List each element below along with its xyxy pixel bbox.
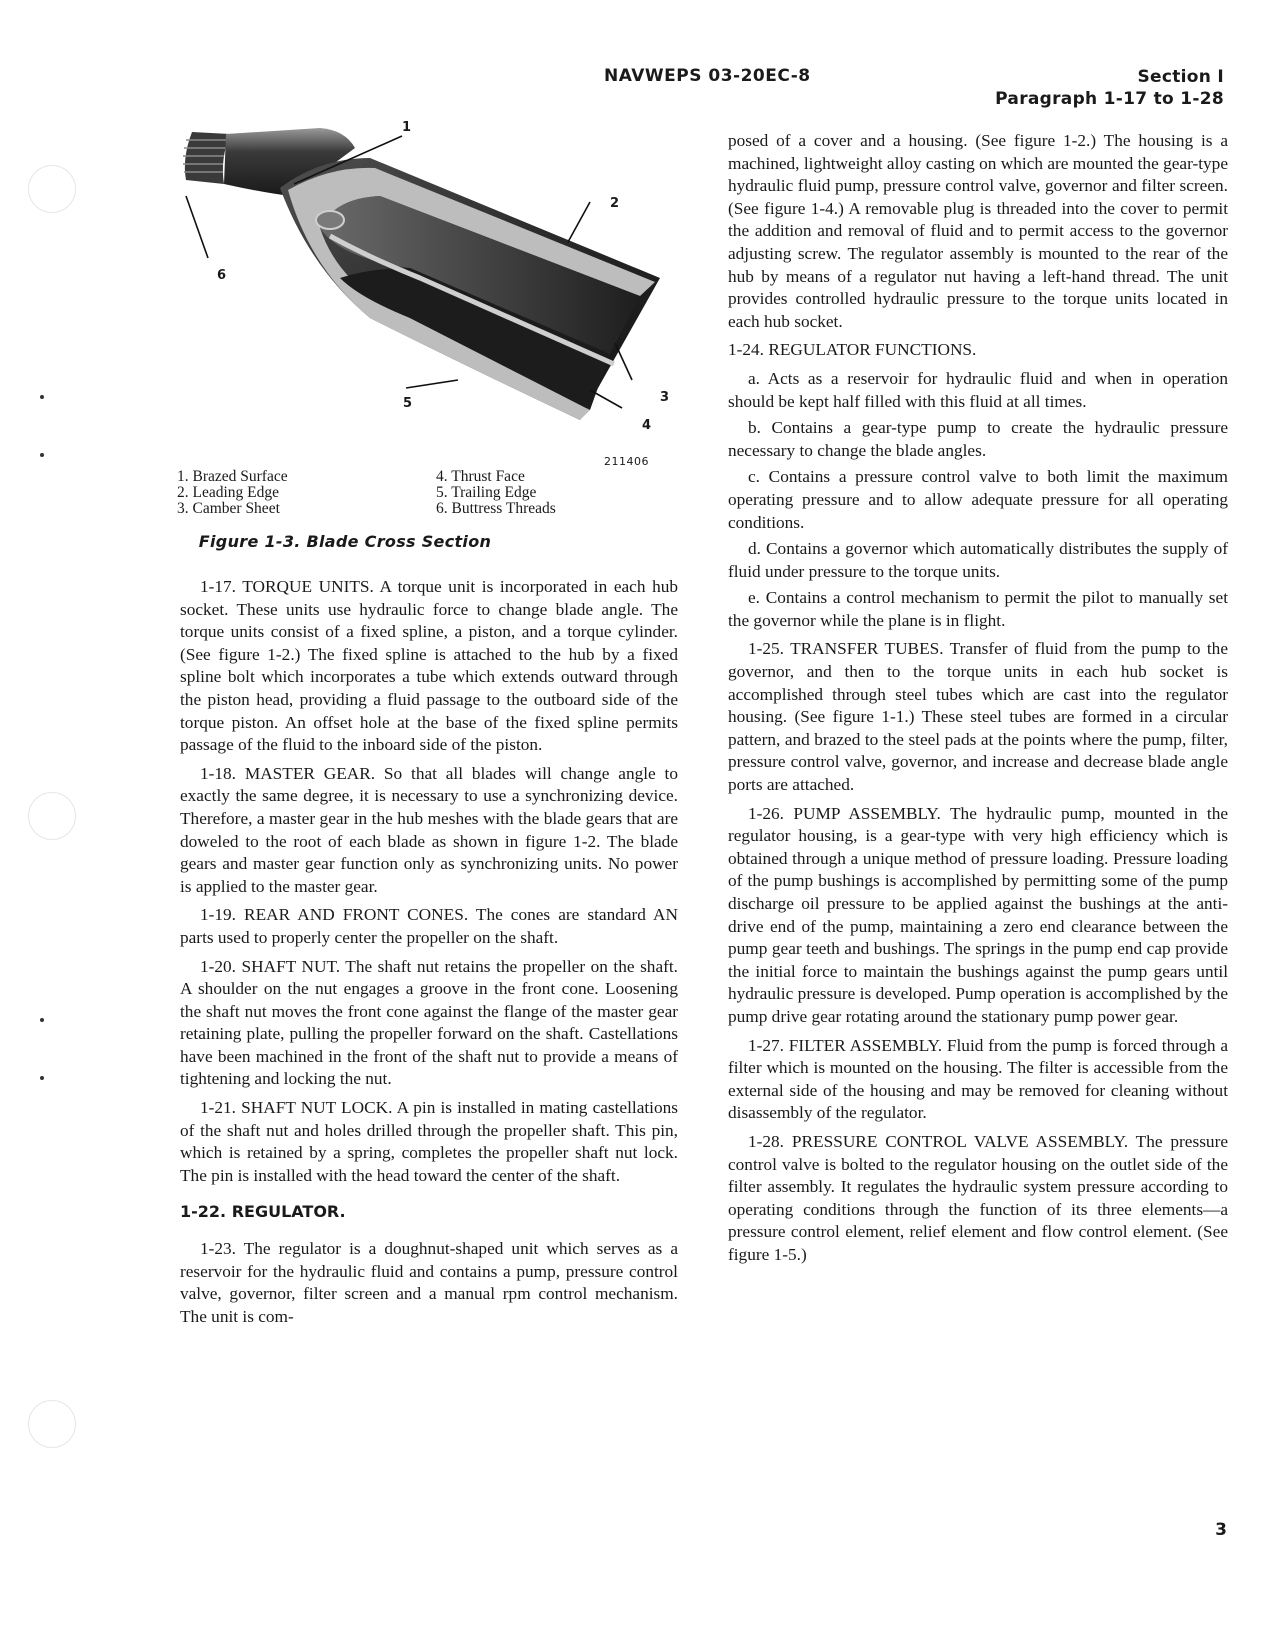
section-header: [995, 66, 1224, 110]
function-item-c: c. Contains a pressure control valve to both limit the maximum operating pressure and to allow adequate pressure for all operating conditions.: [728, 467, 1228, 532]
function-item-d: d. Contains a governor which automatically distributes the supply of fluid under pressure to the torque units.: [728, 539, 1228, 581]
left-column: [180, 576, 678, 1334]
callout-3: 3: [660, 390, 670, 405]
page-number: 3: [1215, 1520, 1227, 1540]
legend-item: 3. Camber Sheet: [177, 500, 280, 517]
paragraph-1-17: 1-17. TORQUE UNITS. A torque unit is incorporated in each hub socket. These units use hydraulic force to change blade angle. The torque units consist of a fixed spline, a piston, and a torque cylinder. (See figure 1-2.) The fixed spline is attached to the hub by a fixed spline bolt which incorporates a tube which extends outward through the piston head, providing a fluid passage to the outboard side of the torque piston. An offset hole at the base of the fixed spline permits passage of the fluid to the inboard side of the piston.: [180, 577, 678, 755]
paragraph-1-25: 1-25. TRANSFER TUBES. Transfer of fluid from the pump to the governor, and then to the torque units in each hub socket is accomplished through steel tubes which are cast into the regulator housing. (See figure 1-1.) These steel tubes are formed in a circular pattern, and brazed to the steel pads at the points where the pump, filter, pressure control valve, governor, and increase and decrease blade angle ports are attached.: [728, 639, 1228, 795]
paragraph-1-23: 1-23. The regulator is a doughnut-shaped unit which serves as a reservoir for the hydraulic fluid and contains a pump, pressure control valve, governor, filter screen and a manual rpm control mechanism. The unit is com-: [180, 1239, 678, 1326]
callout-4: 4: [642, 418, 652, 433]
callout-2: 2: [610, 196, 620, 211]
paragraph-1-26: 1-26. PUMP ASSEMBLY. The hydraulic pump, mounted in the regulator housing, is a gear-type with very high efficiency which is obtained through a unique method of pressure loading. Pressure loading of the pump bushings is accomplished by permitting some of the pump discharge oil pressure to be applied against the bushings at the anti-drive end of the pump, maintaining a zero end clearance between the pump gear teeth and bushings. The springs in the pump end cap provide the initial force to maintain the bushings against the pump gears until hydraulic pressure is developed. Pump operation is accomplished by the pump drive gear rotating around the stationary pump power gear.: [728, 803, 1228, 1026]
callout-5: 5: [403, 396, 413, 411]
paragraph-range: Paragraph 1-17 to 1-28: [995, 89, 1224, 109]
function-item-e: e. Contains a control mechanism to permit the pilot to manually set the governor while the plane is in flight.: [728, 588, 1228, 630]
paragraph-1-27: 1-27. FILTER ASSEMBLY. Fluid from the pump is forced through a filter which is mounted on the housing. The filter is accessible from the external side of the housing and may be removed for cleaning without disassembly of the regulator.: [728, 1035, 1228, 1123]
paragraph-1-21: 1-21. SHAFT NUT LOCK. A pin is installed in mating castellations of the shaft nut and holes drilled through the propeller shaft. This pin, which is retained by a spring, completes the propeller shaft nut lock. The pin is installed with the head toward the center of the shaft.: [180, 1098, 678, 1185]
punch-mark: [40, 1076, 44, 1080]
callout-6: 6: [217, 268, 227, 283]
figure-image-id: 211406: [604, 455, 649, 468]
heading-1-24: 1-24. REGULATOR FUNCTIONS.: [728, 340, 977, 360]
figure-legend-right: [436, 469, 556, 517]
right-column: [728, 130, 1228, 1273]
punch-mark: [40, 395, 44, 399]
heading-1-22: 1-22. REGULATOR.: [180, 1202, 346, 1222]
binder-hole: [28, 1400, 76, 1448]
paragraph-1-18: 1-18. MASTER GEAR. So that all blades will change angle to exactly the same degree, it is necessary to use a synchronizing device. Therefore, a master gear in the hub meshes with the blade gears that are doweled to the root of each blade as shown in figure 1-2. The blade gears and master gear function only as synchronizing units. No power is applied to the master gear.: [180, 763, 678, 896]
legend-item: 5. Trailing Edge: [436, 484, 537, 501]
function-item-b: b. Contains a gear-type pump to create the hydraulic pressure necessary to change the blade angles.: [728, 418, 1228, 460]
legend-item: 1. Brazed Surface: [177, 468, 288, 485]
blade-cross-section-illustration: [170, 118, 670, 448]
paragraph-1-19: 1-19. REAR AND FRONT CONES. The cones are standard AN parts used to properly center the propeller on the shaft.: [180, 905, 678, 947]
punch-mark: [40, 453, 44, 457]
legend-item: 4. Thrust Face: [436, 468, 525, 485]
punch-mark: [40, 1018, 44, 1022]
function-item-a: a. Acts as a reservoir for hydraulic fluid and when in operation should be kept half filled with this fluid at all times.: [728, 368, 1228, 411]
paragraph-1-23-continued: posed of a cover and a housing. (See figure 1-2.) The housing is a machined, lightweight alloy casting on which are mounted the gear-type hydraulic fluid pump, pressure control valve, governor and filter screen. (See figure 1-4.) A removable plug is threaded into the cover to permit the addition and removal of fluid and to permit access to the governor adjusting screw. The regulator assembly is mounted to the rear of the hub by means of a regulator nut having a left-hand thread. The unit provides controlled hydraulic pressure to the torque units located in each hub socket.: [728, 131, 1228, 331]
legend-item: 6. Buttress Threads: [436, 500, 556, 517]
figure-legend-left: [177, 469, 288, 517]
legend-item: 2. Leading Edge: [177, 484, 280, 501]
section-label: Section I: [1137, 67, 1224, 87]
callout-1: 1: [402, 120, 412, 135]
paragraph-1-28: 1-28. PRESSURE CONTROL VALVE ASSEMBLY. The pressure control valve is bolted to the regulator housing on the outlet side of the filter assembly. It regulates the hydraulic system pressure according to operating conditions through the function of its three elements—a pressure control element, relief element and flow control element. (See figure 1-5.): [728, 1131, 1228, 1264]
document-number: NAVWEPS 03-20EC-8: [604, 66, 811, 86]
paragraph-1-20: 1-20. SHAFT NUT. The shaft nut retains the propeller on the shaft. A shoulder on the nut engages a groove in the front cone. Loosening the shaft nut moves the front cone against the flange of the master gear retaining plate, pulling the propeller forward on the shaft. Castellations have been machined in the front of the shaft nut to provide a means of tightening and locking the nut.: [180, 956, 678, 1089]
binder-hole: [28, 792, 76, 840]
figure-caption: Figure 1-3. Blade Cross Section: [198, 532, 492, 551]
binder-hole: [28, 165, 76, 213]
